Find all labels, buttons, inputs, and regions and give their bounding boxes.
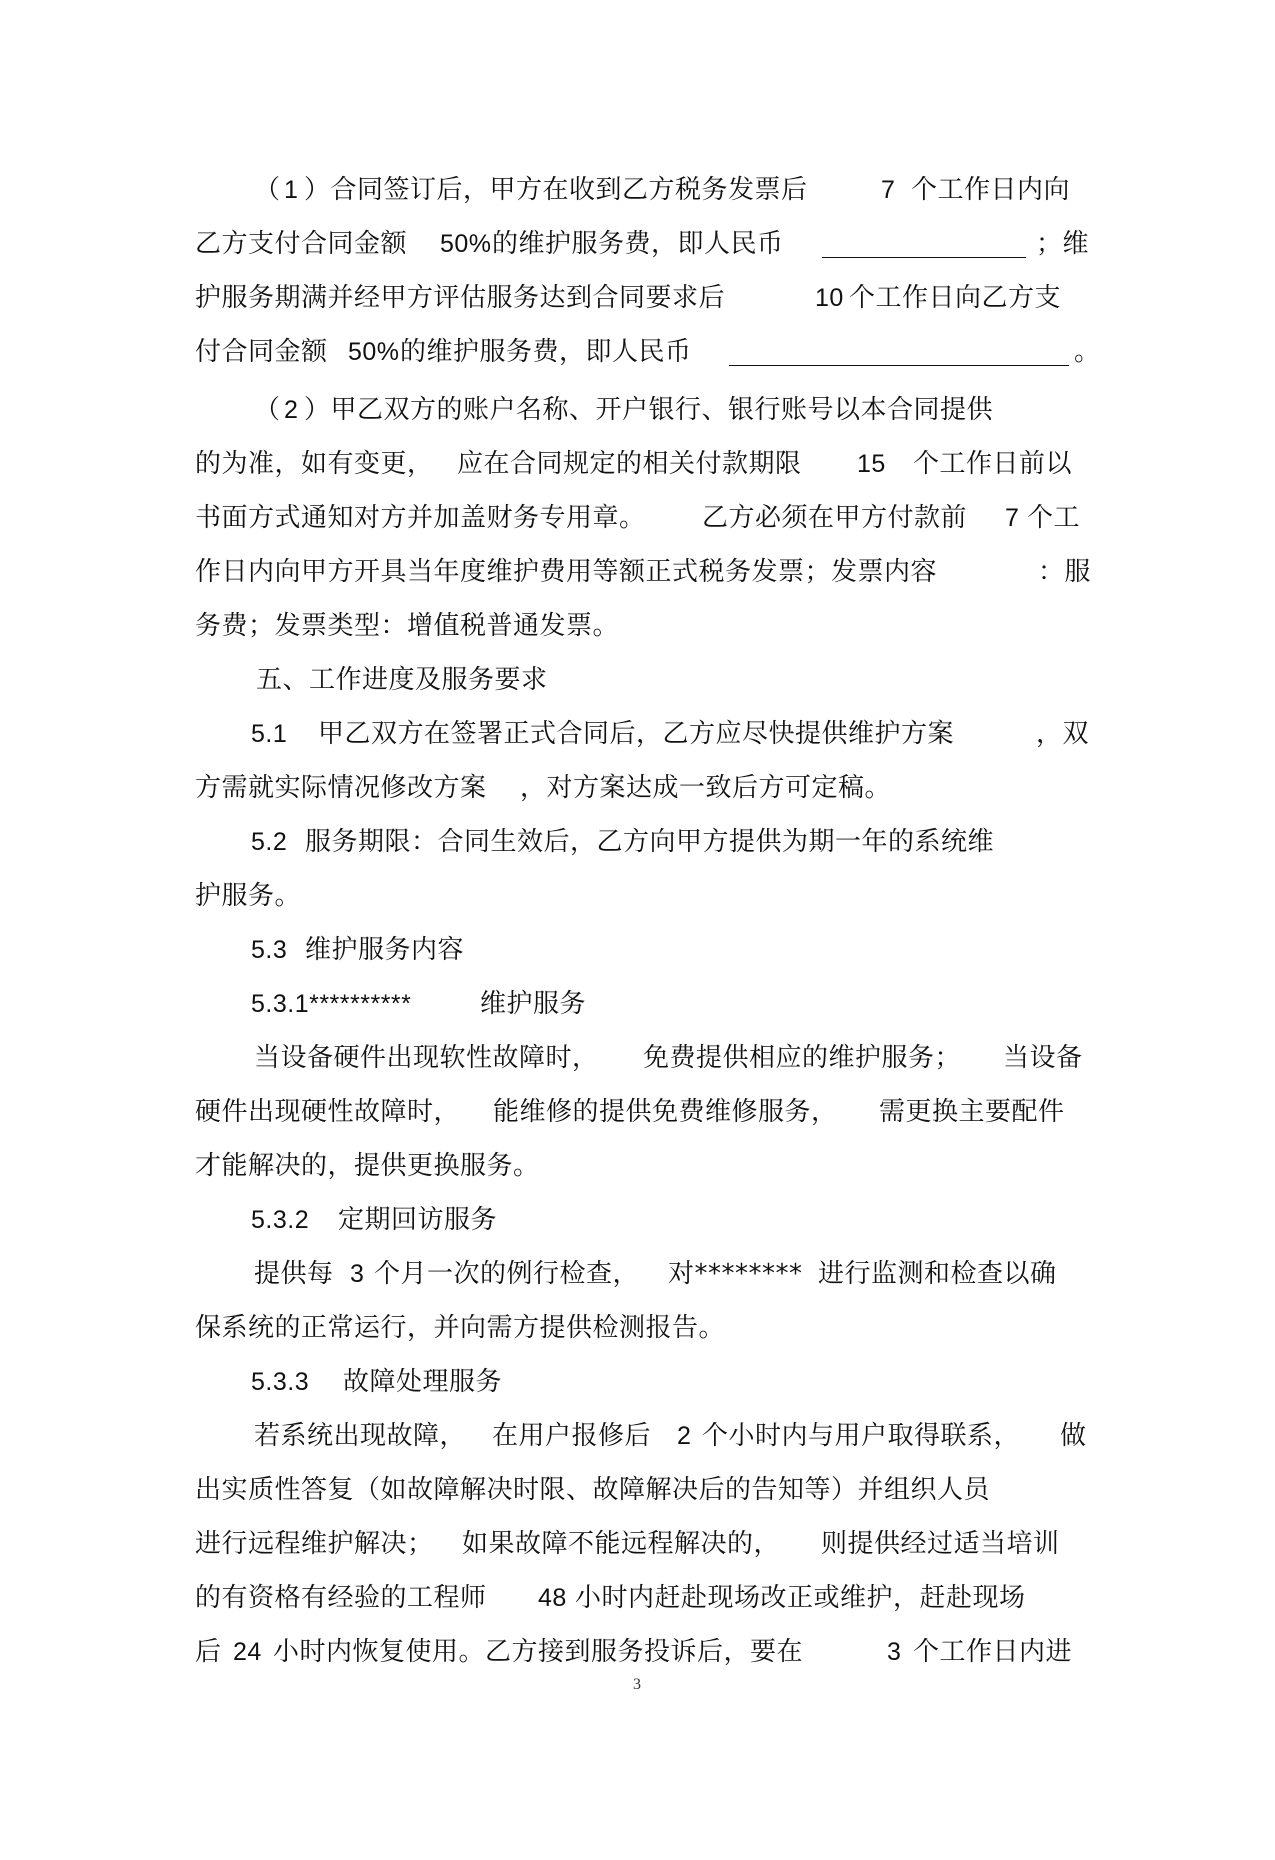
text-segment: 乙方支付合同金额 <box>195 229 408 259</box>
text-line <box>0 1150 1275 1182</box>
number-value: 50% <box>440 230 492 258</box>
text-line <box>0 228 1275 260</box>
text-segment: 护服务。 <box>195 881 302 911</box>
text-segment: 个工作日向乙方支 <box>849 283 1062 313</box>
text-segment: 进行监测和检查以确 <box>818 1259 1057 1289</box>
text-segment: ，双 <box>1036 719 1090 749</box>
text-segment: ：服 <box>1038 557 1092 587</box>
subsection-heading <box>0 1366 1275 1398</box>
subsection-heading <box>0 988 1275 1020</box>
text-segment: 才能解决的，提供更换服务。 <box>195 1151 540 1181</box>
text-line <box>0 772 1275 804</box>
text-line <box>0 1582 1275 1614</box>
number-value: 15 <box>857 450 886 478</box>
text-line <box>0 826 1275 858</box>
text-segment: 维护服务 <box>480 989 587 1019</box>
text-line <box>0 610 1275 642</box>
text-segment: ，对方案达成一致后方可定稿。 <box>520 773 892 803</box>
text-segment: 小时内恢复使用。乙方接到服务投诉后，要在 <box>273 1637 804 1667</box>
clause-number: 5.3.3 <box>251 1368 310 1396</box>
text-segment: 个工作日内向 <box>911 175 1071 205</box>
text-segment: 的有资格有经验的工程师 <box>195 1583 487 1613</box>
text-segment: 当设备 <box>1003 1043 1083 1073</box>
text-segment: 小时内赶赴现场改正或维护，赶赴现场 <box>575 1583 1026 1613</box>
text-line <box>0 502 1275 534</box>
text-line <box>0 1096 1275 1128</box>
number-value: 50% <box>348 338 400 366</box>
text-line <box>0 1420 1275 1452</box>
text-segment: 个小时内与用户取得联系， <box>702 1421 1021 1451</box>
number-value: 2 <box>284 396 299 424</box>
text-line <box>0 1528 1275 1560</box>
number-value: 1 <box>284 176 299 204</box>
amount-blank-line <box>822 257 1026 258</box>
text-line <box>0 1258 1275 1290</box>
text-line <box>0 1312 1275 1344</box>
text-segment: 对******** <box>668 1259 803 1289</box>
text-segment: 出实质性答复（如故障解决时限、故障解决后的告知等）并组织人员 <box>195 1475 991 1505</box>
text-segment: ）合同签订后，甲方在收到乙方税务发票后 <box>304 175 808 205</box>
text-segment: 个工作日内进 <box>913 1637 1073 1667</box>
text-line <box>0 718 1275 750</box>
text-segment: 做 <box>1060 1421 1087 1451</box>
text-segment: 如果故障不能远程解决的， <box>462 1529 781 1559</box>
text-segment: 需更换主要配件 <box>879 1097 1065 1127</box>
text-segment: （ <box>254 395 281 425</box>
text-line <box>0 1474 1275 1506</box>
text-segment: 免费提供相应的维护服务； <box>643 1043 962 1073</box>
text-segment: 维护服务内容 <box>305 935 465 965</box>
number-value: 3 <box>887 1638 902 1666</box>
text-segment: 方需就实际情况修改方案 <box>195 773 487 803</box>
number-value: 3 <box>350 1260 365 1288</box>
amount-blank-line <box>729 365 1069 366</box>
text-line <box>0 448 1275 480</box>
text-segment: 当设备硬件出现软性故障时， <box>254 1043 599 1073</box>
text-segment: 保系统的正常运行，并向需方提供检测报告。 <box>195 1313 726 1343</box>
text-segment: 务费；发票类型：增值税普通发票。 <box>195 611 620 641</box>
text-segment: 个工 <box>1027 503 1081 533</box>
clause-number: 5.1 <box>251 720 288 748</box>
text-line <box>0 336 1275 368</box>
number-value: 48 <box>538 1584 567 1612</box>
clause-number: 5.3.2 <box>251 1206 310 1234</box>
text-segment: 付合同金额 <box>195 337 328 367</box>
subsection-heading <box>0 1204 1275 1236</box>
text-segment: （ <box>254 175 281 205</box>
text-segment: 甲乙双方在签署正式合同后，乙方应尽快提供维护方案 <box>318 719 955 749</box>
text-segment: 提供每 <box>254 1259 334 1289</box>
text-segment: 则提供经过适当培训 <box>821 1529 1060 1559</box>
text-segment: 的维护服务费，即人民币 <box>492 229 784 259</box>
subsection-heading <box>0 934 1275 966</box>
text-segment: 乙方必须在甲方付款前 <box>702 503 968 533</box>
page-number: 3 <box>633 1676 641 1693</box>
text-segment: 后 <box>195 1637 222 1667</box>
text-segment: 作日内向甲方开具当年度维护费用等额正式税务发票；发票内容 <box>195 557 938 587</box>
text-segment: 定期回访服务 <box>338 1205 498 1235</box>
number-value: 2 <box>677 1422 692 1450</box>
number-value: 7 <box>881 176 896 204</box>
text-segment: 应在合同规定的相关付款期限 <box>457 449 802 479</box>
section-heading <box>0 664 1275 696</box>
clause-number: 5.3 <box>251 936 288 964</box>
text-segment: 若系统出现故障， <box>254 1421 467 1451</box>
text-segment: 在用户报修后 <box>492 1421 652 1451</box>
text-line <box>0 556 1275 588</box>
text-segment: ；维 <box>1036 229 1090 259</box>
number-value: 24 <box>233 1638 262 1666</box>
text-segment: 个工作日前以 <box>913 449 1073 479</box>
text-segment: 故障处理服务 <box>343 1367 503 1397</box>
text-segment: 进行远程维护解决； <box>195 1529 434 1559</box>
text-line <box>0 880 1275 912</box>
text-segment: 的维护服务费，即人民币 <box>400 337 692 367</box>
text-line <box>0 1042 1275 1074</box>
text-segment: 的为准，如有变更， <box>195 449 434 479</box>
text-segment: 。 <box>1074 337 1101 367</box>
text-line <box>0 174 1275 206</box>
text-segment: 能维修的提供免费维修服务， <box>493 1097 838 1127</box>
text-segment: ）甲乙双方的账户名称、开户银行、银行账号以本合同提供 <box>304 395 994 425</box>
number-value: 10 <box>815 284 844 312</box>
clause-number: 5.2 <box>251 828 288 856</box>
text-segment: 书面方式通知对方并加盖财务专用章。 <box>195 503 646 533</box>
text-segment: 护服务期满并经甲方评估服务达到合同要求后 <box>195 283 726 313</box>
text-segment: 五、工作进度及服务要求 <box>256 665 548 695</box>
number-value: 7 <box>1005 504 1020 532</box>
text-segment: 服务期限：合同生效后，乙方向甲方提供为期一年的系统维 <box>305 827 995 857</box>
text-line <box>0 282 1275 314</box>
text-line <box>0 1636 1275 1668</box>
text-line <box>0 394 1275 426</box>
text-segment: 硬件出现硬性故障时， <box>195 1097 461 1127</box>
text-segment: 个月一次的例行检查， <box>374 1259 640 1289</box>
clause-number: 5.3.1********** <box>251 990 412 1018</box>
